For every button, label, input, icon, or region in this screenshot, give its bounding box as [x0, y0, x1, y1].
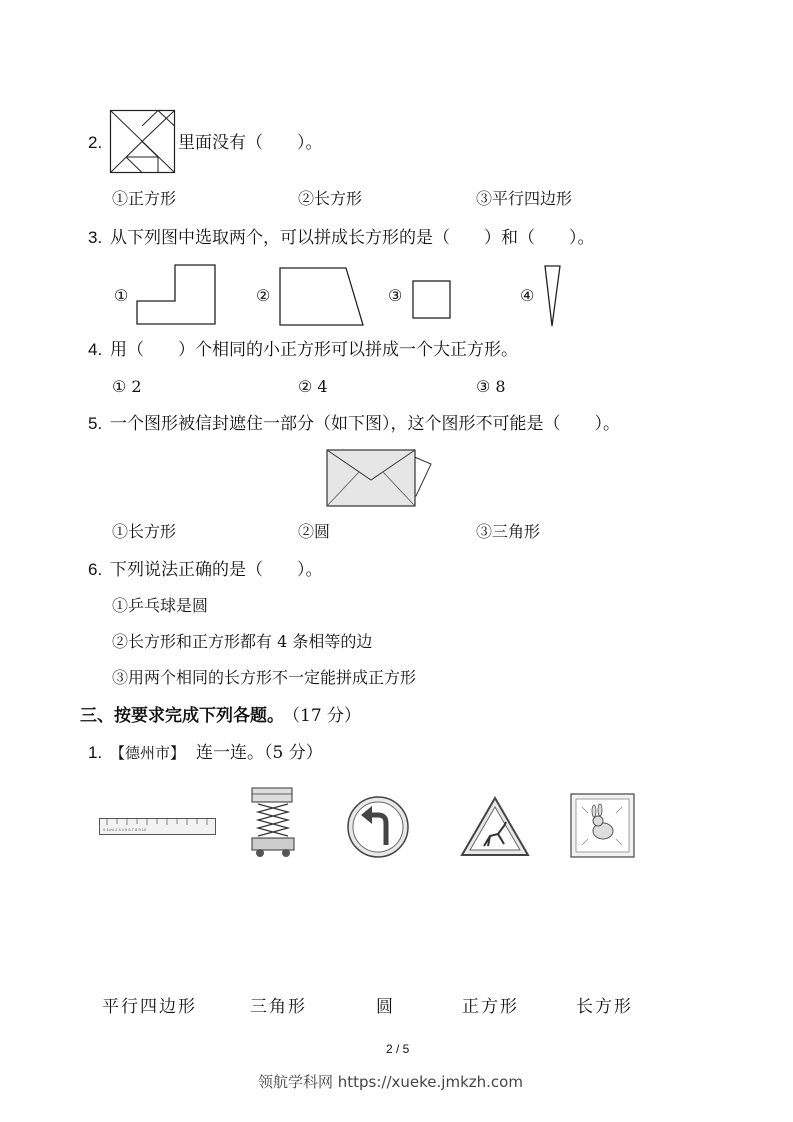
q3-text: 从下列图中选取两个，可以拼成长方形的是（ ）和（ ）。	[110, 228, 595, 248]
scissor-lift-image	[248, 786, 298, 858]
ruler-image	[99, 818, 217, 836]
q2-number: 2.	[88, 133, 103, 152]
q6-number: 6.	[88, 560, 103, 579]
q6-text: 下列说法正确的是（ ）。	[110, 560, 323, 580]
page-number: 2 / 5	[386, 1042, 410, 1056]
svg-text:0 1cm 2 3 4 5 6 7 8 9 10: 0 1cm 2 3 4 5 6 7 8 9 10	[103, 827, 147, 832]
turn-left-sign-image	[346, 795, 410, 859]
q4-option-1: ① 2	[112, 377, 142, 396]
q3-shape-label-2: ②	[256, 286, 271, 305]
q6-option-1: ①乒乓球是圆	[112, 596, 209, 615]
deer-warning-sign-image	[460, 796, 530, 858]
s3q1-tag: 【德州市】	[110, 744, 186, 762]
q2-option-3: ③平行四边形	[476, 189, 573, 208]
q3-shape-label-4: ④	[520, 286, 535, 305]
q5-option-3: ③三角形	[476, 522, 541, 541]
q4-option-3: ③ 8	[476, 377, 506, 396]
q5-option-2: ②圆	[298, 522, 331, 541]
q2-option-2: ②长方形	[298, 189, 363, 208]
small-square-figure	[412, 280, 452, 320]
shape-name-parallelogram: 平行四边形	[102, 997, 197, 1017]
trapezoid-figure	[279, 267, 365, 327]
l-shape-figure	[136, 264, 218, 326]
q5-text: 一个图形被信封遮住一部分（如下图），这个图形不可能是（ ）。	[110, 414, 620, 434]
shape-name-circle: 圆	[376, 997, 395, 1017]
s3q1-text: 连一连。（5 分）	[196, 743, 323, 763]
q6-option-3: ③用两个相同的长方形不一定能拼成正方形	[112, 668, 417, 687]
q4-text: 用（ ）个相同的小正方形可以拼成一个大正方形。	[110, 340, 518, 360]
q6-option-2: ②长方形和正方形都有 4 条相等的边	[112, 632, 373, 651]
q5-option-1: ①长方形	[112, 522, 177, 541]
rabbit-picture-frame-image	[570, 793, 636, 859]
q3-number: 3.	[88, 228, 103, 247]
envelope-figure	[326, 448, 436, 510]
shape-name-rectangle: 长方形	[576, 997, 633, 1017]
section-heading: 三、按要求完成下列各题。	[80, 706, 284, 726]
footer-watermark: 领航学科网 https://xueke.jmkzh.com	[258, 1073, 523, 1091]
section-points: （17 分）	[283, 706, 362, 726]
thin-triangle-figure	[543, 264, 563, 328]
q3-shape-label-1: ①	[114, 286, 129, 305]
shape-name-triangle: 三角形	[250, 997, 307, 1017]
q2-text: 里面没有（ ）。	[178, 133, 323, 153]
tangram-figure	[110, 110, 176, 174]
shape-name-square: 正方形	[462, 997, 519, 1017]
q2-option-1: ①正方形	[112, 189, 177, 208]
s3q1-number: 1.	[88, 743, 103, 762]
q4-option-2: ② 4	[298, 377, 328, 396]
q3-shape-label-3: ③	[388, 286, 403, 305]
q4-number: 4.	[88, 340, 103, 359]
q5-number: 5.	[88, 414, 103, 433]
